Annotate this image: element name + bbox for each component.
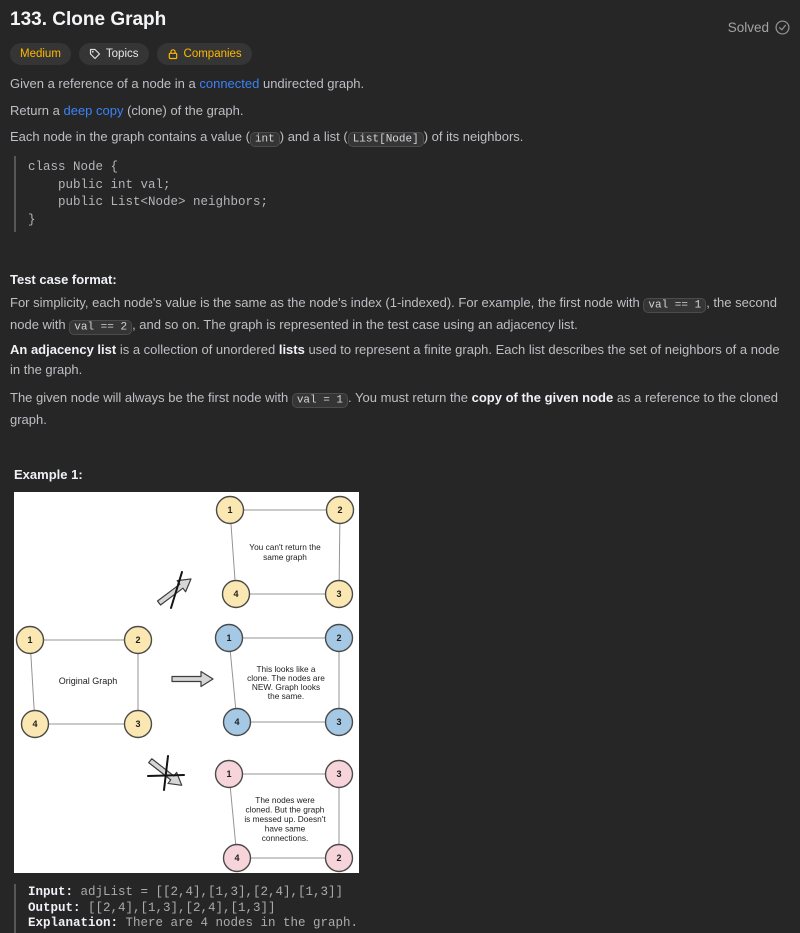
example-explanation-line <box>28 916 790 932</box>
code-line: public List<Node> neighbors; <box>28 195 269 209</box>
node-label: 3 <box>336 589 342 599</box>
bold-text: copy of the given node <box>471 390 614 405</box>
messed-graph-caption: is messed up. Doesn't <box>244 814 326 824</box>
cloned-graph-caption: NEW. Graph looks <box>251 682 321 692</box>
node-label: 4 <box>233 589 239 599</box>
text: , the second node with <box>10 295 778 332</box>
example-input-line <box>28 885 790 901</box>
badge-row <box>10 43 790 65</box>
cloned-graph-caption: clone. The nodes are <box>247 673 325 683</box>
inline-code: val == 1 <box>643 298 706 313</box>
text: is a collection of unordered <box>116 342 279 357</box>
input-value: adjList = [[2,4],[1,3],[2,4],[1,3]] <box>73 885 344 899</box>
text: , and so on. The graph is represented in the test case using an adjacency list. <box>132 317 578 332</box>
code-line: } <box>28 212 36 227</box>
bold-text: An adjacency list <box>10 342 117 357</box>
node-label: 3 <box>336 769 342 779</box>
messed-graph-caption: have same <box>264 823 306 834</box>
messed-graph-caption: cloned. But the graph <box>245 804 325 815</box>
node-label: 4 <box>234 717 240 727</box>
explanation-label: Explanation: <box>28 916 119 930</box>
input-label: Input: <box>28 885 74 899</box>
cloned-graph-caption: the same. <box>267 691 305 701</box>
companies-label: Companies <box>183 48 242 60</box>
description-paragraph-1 <box>10 74 790 94</box>
messed-graph-caption: The nodes were <box>255 795 315 805</box>
problem-title: 133. Clone Graph <box>10 9 167 30</box>
original-graph-caption: Original Graph <box>58 676 118 686</box>
node-label: 4 <box>234 853 240 863</box>
node-class-code-block <box>14 156 790 232</box>
text: For simplicity, each node's value is the same as the node's index (1-indexed). For example, the first node with <box>10 295 644 310</box>
node-label: 1 <box>27 635 33 645</box>
problem-description-panel <box>10 8 790 933</box>
example-1-heading: Example 1: <box>14 467 83 482</box>
node-label: 2 <box>336 853 342 863</box>
node-label: 1 <box>227 505 233 515</box>
text: used to represent a finite graph. Each list describes the set of neighbors of a node in the graph. <box>10 342 780 377</box>
test-case-paragraph-2 <box>10 340 790 380</box>
node-label: 2 <box>336 633 342 643</box>
text: ) of its neighbors. <box>423 129 524 144</box>
solved-label: Solved <box>727 20 769 35</box>
text: undirected graph. <box>259 76 365 91</box>
output-value: [[2,4],[1,3],[2,4],[1,3]] <box>80 900 276 915</box>
solved-status[interactable] <box>728 20 790 35</box>
example-1-diagram <box>14 492 359 873</box>
node-label: 3 <box>336 717 342 727</box>
same-graph-caption: You can't return the <box>249 542 321 552</box>
node-label: 2 <box>135 635 141 645</box>
inline-code: List[Node] <box>348 132 424 147</box>
code-line: class Node { <box>28 160 119 174</box>
bold-text: lists <box>278 342 305 357</box>
description-paragraph-2 <box>10 101 790 121</box>
node-label: 1 <box>226 633 232 643</box>
code-line: public int val; <box>28 177 171 192</box>
connected-link[interactable]: connected <box>199 76 260 91</box>
text: . You must return the <box>348 390 472 405</box>
explanation-value: There are 4 nodes in the graph. <box>118 916 359 930</box>
text: ) and a list ( <box>279 129 348 144</box>
companies-button[interactable] <box>157 43 252 65</box>
tag-icon <box>89 48 101 60</box>
deep-copy-link[interactable]: deep copy <box>63 103 124 118</box>
node-label: 1 <box>226 769 232 779</box>
difficulty-badge[interactable] <box>10 43 71 65</box>
messed-graph-caption: connections. <box>261 833 309 843</box>
example-output-line <box>28 901 790 917</box>
text: Given a reference of a node in a <box>10 76 200 91</box>
node-label: 2 <box>337 505 343 515</box>
text: The given node will always be the first node with <box>10 390 292 405</box>
output-label: Output: <box>28 900 81 915</box>
inline-code: val = 1 <box>292 393 348 408</box>
same-graph-caption: same graph <box>263 552 307 562</box>
solved-check-icon <box>775 20 790 35</box>
lock-icon <box>167 48 179 60</box>
cloned-graph-caption: This looks like a <box>256 664 316 674</box>
test-case-paragraph-1 <box>10 293 790 337</box>
text: (clone) of the graph. <box>123 103 244 118</box>
text: Each node in the graph contains a value ( <box>10 129 250 144</box>
node-label: 3 <box>135 719 141 729</box>
description-paragraph-3 <box>10 127 790 149</box>
inline-code: int <box>250 132 280 147</box>
topics-button[interactable] <box>79 43 149 65</box>
text: Return a <box>10 103 64 118</box>
example-1-image <box>14 492 359 873</box>
text: as a reference to the cloned graph. <box>10 390 778 427</box>
test-case-paragraph-3 <box>10 388 790 430</box>
example-1-io <box>14 884 790 933</box>
inline-code: val == 2 <box>69 320 132 335</box>
node-label: 4 <box>32 719 38 729</box>
test-case-format-heading: Test case format: <box>10 272 117 287</box>
difficulty-label: Medium <box>20 48 61 60</box>
topics-label: Topics <box>105 48 139 60</box>
